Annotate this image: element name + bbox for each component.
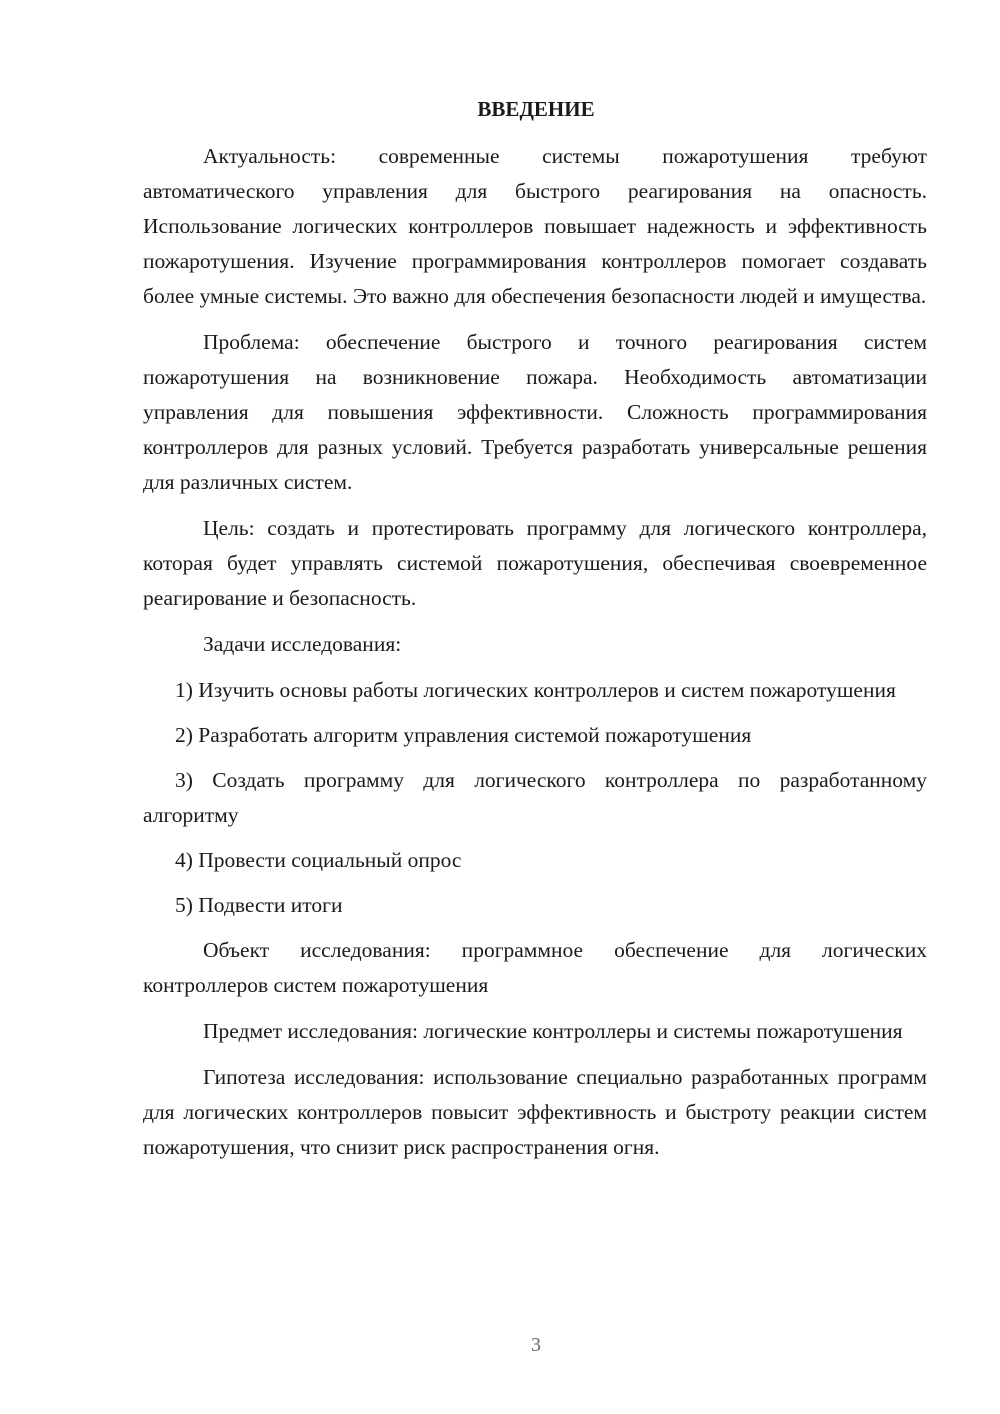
paragraph-problem: Проблема: обеспечение быстрого и точного реагирования систем пожаротушения на возникновение пожара. Необходимость автоматизации управления для повышения эффективности. Сложность программирования контроллеров для разных условий. Требуется разработать универсальные решения для различных систем. xyxy=(143,330,927,494)
task-item-3: 3) Создать программу для логического контроллера по разработанному алгоритму xyxy=(143,768,927,827)
paragraph-object: Объект исследования: программное обеспечение для логических контроллеров систем пожаротушения xyxy=(143,938,927,997)
task-item-5: 5) Подвести итоги xyxy=(175,893,343,917)
section-title: ВВЕДЕНИЕ xyxy=(477,97,595,121)
task-item-4: 4) Провести социальный опрос xyxy=(175,848,462,872)
paragraph-subject: Предмет исследования: логические контроллеры и системы пожаротушения xyxy=(203,1019,903,1043)
tasks-heading: Задачи исследования: xyxy=(203,632,402,656)
page-number: 3 xyxy=(531,1334,541,1356)
paragraph-relevance: Актуальность: современные системы пожаротушения требуют автоматического управления для быстрого реагирования на опасность. Использование логических контроллеров повышает надежность и эффективность пожаротушения. Изучение программирования контроллеров помогает создавать более умные системы. Это важно для обеспечения безопасности людей и имущества. xyxy=(143,144,927,308)
paragraph-goal: Цель: создать и протестировать программу для логического контроллера, которая будет управлять системой пожаротушения, обеспечивая своевременное реагирование и безопасность. xyxy=(143,516,927,610)
page-content xyxy=(143,95,927,1176)
paragraph-hypothesis: Гипотеза исследования: использование специально разработанных программ для логических контроллеров повысит эффективность и быстроту реакции систем пожаротушения, что снизит риск распространения огня. xyxy=(143,1065,927,1159)
task-item-1: 1) Изучить основы работы логических контроллеров и систем пожаротушения xyxy=(175,678,896,702)
task-item-2: 2) Разработать алгоритм управления системой пожаротушения xyxy=(175,723,752,747)
